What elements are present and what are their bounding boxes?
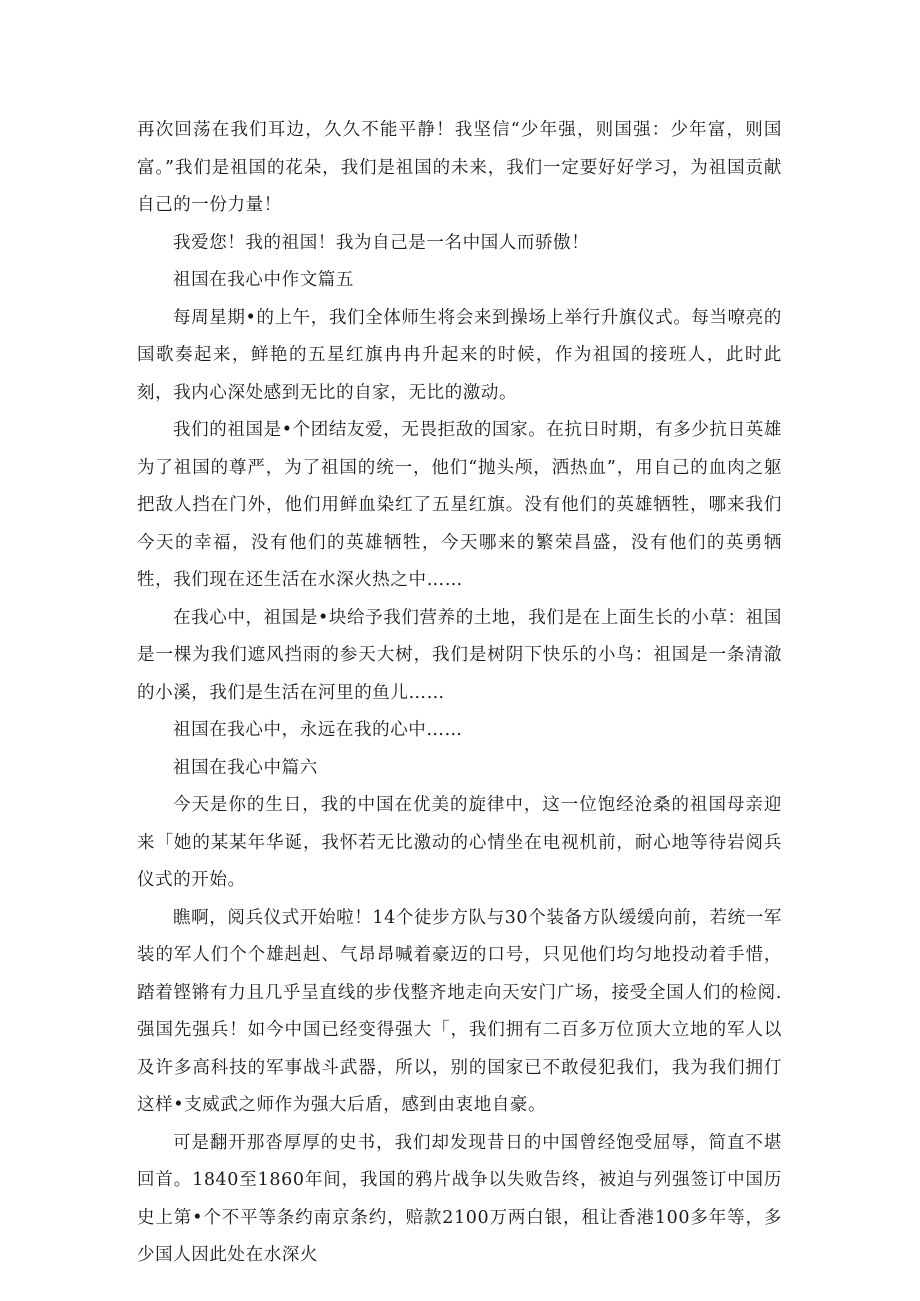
paragraph: 我爱您！我的祖国！我为自己是一名中国人而骄傲！ (173, 232, 590, 253)
paragraph-continuation: 再次回荡在我们耳边，久久不能平静！我坚信“少年强，则国强：少年富，则国富。”我们是祖国的花朵，我们是祖国的未来，我们一定要好好学习，为祖国贡献自己的一份力量！ (137, 120, 782, 215)
paragraph: 可是翻开那沓厚厚的史书，我们却发现昔日的中国曾经饱受屈辱，简直不堪回首。1840至1860年间，我国的鸦片战争以失败告终，被迫与列强签订中国历史上第•个不平等条约南京条约，赔款2100万两白银，租让香港100多年等，多少国人因此处在水深火 (137, 1132, 782, 1265)
paragraph: 祖国在我心中，永远在我的心中…… (173, 720, 463, 740)
paragraph: 瞧啊，阅兵仪式开始啦！14个徒步方队与30个装备方队缓缓向前，若统一军装的军人们个个雄赳赳、气昂昂喊着豪迈的口号，只见他们均匀地投动着手惜，踏着铿锵有力且几乎呈直线的步伐整齐地走向天安门广场，接受全国人们的检阅.强国先强兵！如今中国已经变得强大「，我们拥有二百多万位顶大立地的军人以及许多高科技的军事战斗武器，所以，别的国家已不敢侵犯我们，我为我们拥仃这样•支威武之师作为强大后盾，感到由衷地自豪。 (137, 907, 782, 1115)
paragraph: 每周星期•的上午，我们全体师生将会来到操场上举行升旗仪式。每当嘹亮的国歌奏起来，鲜艳的五星红旗冉冉升起来的时候，作为祖国的接班人，此时此刻，我内心深处感到无比的自家，无比的激动。 (137, 307, 782, 403)
paragraph: 在我心中，祖国是•块给予我们营养的土地，我们是在上面生长的小草：祖国是一棵为我们遮风挡雨的参天大树，我们是树阴下快乐的小鸟：祖国是一条清澈的小溪，我们是生活在河里的鱼儿…… (137, 607, 782, 703)
paragraph: 今天是你的生日，我的中国在优美的旋律中，这一位饱经沧桑的祖国母亲迎来「她的某某年华诞，我怀若无比激动的心情坐在电视机前，耐心地等待岩阅兵仪式的开始。 (137, 795, 782, 890)
paragraph: 我们的祖国是•个团结友爱，无畏拒敌的国家。在抗日时期，有多少抗日英雄为了祖国的尊严，为了祖国的统一，他们“抛头颅，洒热血”，用自己的血肉之躯把敌人挡在门外，他们用鲜血染红了五星红旗。没有他们的英雄牺牲，哪来我们今天的幸福，没有他们的英雄牺牲，今天哪来的繁荣昌盛，没有他们的英勇牺牲，我们现在还生活在水深火热之中…… (137, 420, 782, 590)
document-body (137, 112, 782, 1275)
section-heading-6: 祖国在我心中篇六 (173, 757, 318, 778)
section-heading-5: 祖国在我心中作文篇五 (173, 270, 354, 290)
